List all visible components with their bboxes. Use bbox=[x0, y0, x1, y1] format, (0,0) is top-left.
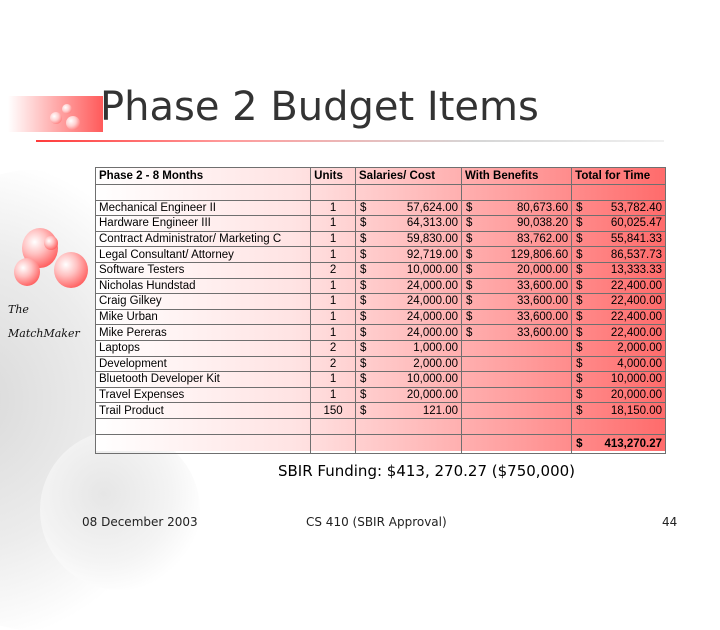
total-cell bbox=[572, 418, 666, 434]
total-row-item-cell bbox=[96, 434, 311, 453]
salaries-value: 24,000.00 bbox=[406, 279, 459, 292]
total-value: 22,400.00 bbox=[610, 279, 662, 292]
salaries-cell bbox=[356, 216, 462, 232]
currency-symbol: $ bbox=[360, 342, 367, 355]
benefits-cell bbox=[462, 294, 572, 310]
item-cell: Craig Gilkey bbox=[96, 294, 311, 310]
total-cell bbox=[572, 294, 666, 310]
table-row bbox=[96, 325, 666, 341]
currency-symbol: $ bbox=[576, 264, 583, 277]
budget-table-body bbox=[96, 185, 666, 435]
title-bubbles-icon bbox=[44, 102, 88, 136]
currency-symbol: $ bbox=[576, 326, 583, 339]
currency-symbol: $ bbox=[576, 201, 583, 214]
benefits-cell bbox=[462, 403, 572, 419]
salaries-value: 92,719.00 bbox=[406, 248, 459, 261]
currency-symbol: $ bbox=[360, 404, 367, 417]
units-cell: 1 bbox=[311, 325, 356, 341]
table-row bbox=[96, 294, 666, 310]
benefits-cell bbox=[462, 200, 572, 216]
total-cell bbox=[572, 200, 666, 216]
footer-date: 08 December 2003 bbox=[82, 515, 198, 529]
salaries-cell bbox=[356, 387, 462, 403]
total-value: 13,333.33 bbox=[610, 264, 662, 277]
header-salaries: Salaries/ Cost bbox=[356, 168, 462, 185]
table-row bbox=[96, 216, 666, 232]
budget-table bbox=[95, 167, 666, 454]
currency-symbol: $ bbox=[466, 279, 473, 292]
grand-total-cell bbox=[572, 434, 666, 453]
item-cell: Software Testers bbox=[96, 262, 311, 278]
currency-symbol: $ bbox=[360, 264, 367, 277]
benefits-value: 129,806.60 bbox=[510, 248, 569, 261]
item-cell: Contract Administrator/ Marketing C bbox=[96, 231, 311, 247]
units-cell: 1 bbox=[311, 200, 356, 216]
salaries-value: 64,313.00 bbox=[406, 217, 459, 230]
total-row-units-cell bbox=[311, 434, 356, 453]
currency-symbol: $ bbox=[466, 326, 473, 339]
salaries-value: 59,830.00 bbox=[406, 233, 459, 246]
salaries-value: 121.00 bbox=[422, 404, 459, 417]
total-value: 20,000.00 bbox=[610, 389, 662, 402]
grand-total-row bbox=[96, 434, 666, 453]
total-cell bbox=[572, 340, 666, 356]
total-value: 2,000.00 bbox=[617, 342, 662, 355]
table-row bbox=[96, 200, 666, 216]
header-units: Units bbox=[311, 168, 356, 185]
currency-symbol: $ bbox=[576, 279, 583, 292]
currency-symbol: $ bbox=[360, 279, 367, 292]
salaries-value: 24,000.00 bbox=[406, 311, 459, 324]
salaries-cell bbox=[356, 185, 462, 201]
item-cell: Development bbox=[96, 356, 311, 372]
item-cell: Legal Consultant/ Attorney bbox=[96, 247, 311, 263]
salaries-cell bbox=[356, 294, 462, 310]
currency-symbol: $ bbox=[576, 373, 583, 386]
title-divider bbox=[36, 140, 664, 142]
units-cell: 1 bbox=[311, 247, 356, 263]
benefits-value: 90,038.20 bbox=[516, 217, 569, 230]
footer-page-number: 44 bbox=[662, 515, 678, 529]
currency-symbol: $ bbox=[576, 357, 583, 370]
currency-symbol: $ bbox=[576, 342, 583, 355]
salaries-value: 2,000.00 bbox=[413, 357, 459, 370]
table-row bbox=[96, 247, 666, 263]
item-cell: Laptops bbox=[96, 340, 311, 356]
units-cell: 1 bbox=[311, 216, 356, 232]
benefits-value: 33,600.00 bbox=[516, 326, 569, 339]
units-cell: 1 bbox=[311, 372, 356, 388]
benefits-cell bbox=[462, 231, 572, 247]
currency-symbol: $ bbox=[576, 217, 583, 230]
benefits-value: 33,600.00 bbox=[516, 311, 569, 324]
total-cell bbox=[572, 387, 666, 403]
benefits-cell bbox=[462, 387, 572, 403]
salaries-cell bbox=[356, 247, 462, 263]
currency-symbol: $ bbox=[576, 295, 583, 308]
currency-symbol: $ bbox=[466, 295, 473, 308]
total-cell bbox=[572, 231, 666, 247]
currency-symbol: $ bbox=[576, 389, 583, 402]
background-swoosh-lower bbox=[40, 430, 200, 590]
currency-symbol: $ bbox=[466, 217, 473, 230]
item-cell bbox=[96, 185, 311, 201]
units-cell: 1 bbox=[311, 387, 356, 403]
currency-symbol: $ bbox=[360, 311, 367, 324]
benefits-cell bbox=[462, 278, 572, 294]
salaries-cell bbox=[356, 325, 462, 341]
table-row bbox=[96, 418, 666, 434]
salaries-cell bbox=[356, 200, 462, 216]
units-cell: 1 bbox=[311, 294, 356, 310]
units-cell bbox=[311, 418, 356, 434]
item-cell: Nicholas Hundstad bbox=[96, 278, 311, 294]
table-header-row bbox=[96, 168, 666, 185]
total-value: 86,537.73 bbox=[610, 248, 662, 261]
salaries-cell bbox=[356, 262, 462, 278]
salaries-value: 57,624.00 bbox=[406, 201, 459, 214]
total-cell bbox=[572, 262, 666, 278]
benefits-value: 80,673.60 bbox=[516, 201, 569, 214]
item-cell: Mechanical Engineer II bbox=[96, 200, 311, 216]
units-cell: 1 bbox=[311, 309, 356, 325]
currency-symbol: $ bbox=[576, 233, 583, 246]
total-value: 55,841.33 bbox=[610, 233, 662, 246]
total-cell bbox=[572, 278, 666, 294]
currency-symbol: $ bbox=[360, 295, 367, 308]
currency-symbol: $ bbox=[466, 233, 473, 246]
total-value: 53,782.40 bbox=[610, 201, 662, 214]
currency-symbol: $ bbox=[466, 248, 473, 261]
currency-symbol: $ bbox=[466, 201, 473, 214]
salaries-cell bbox=[356, 356, 462, 372]
table-row bbox=[96, 185, 666, 201]
item-cell: Travel Expenses bbox=[96, 387, 311, 403]
total-cell bbox=[572, 372, 666, 388]
total-value: 10,000.00 bbox=[610, 373, 662, 386]
benefits-cell bbox=[462, 309, 572, 325]
units-cell: 1 bbox=[311, 278, 356, 294]
total-cell bbox=[572, 403, 666, 419]
currency-symbol: $ bbox=[360, 248, 367, 261]
benefits-value: 20,000.00 bbox=[516, 264, 569, 277]
total-value: 22,400.00 bbox=[610, 311, 662, 324]
total-cell bbox=[572, 216, 666, 232]
units-cell bbox=[311, 185, 356, 201]
item-cell: Mike Pereras bbox=[96, 325, 311, 341]
salaries-cell bbox=[356, 372, 462, 388]
table-row bbox=[96, 309, 666, 325]
salaries-value: 1,000.00 bbox=[413, 342, 459, 355]
benefits-cell bbox=[462, 262, 572, 278]
item-cell: Hardware Engineer III bbox=[96, 216, 311, 232]
currency-symbol: $ bbox=[360, 217, 367, 230]
salaries-value: 24,000.00 bbox=[406, 295, 459, 308]
currency-symbol: $ bbox=[576, 311, 583, 324]
currency-symbol: $ bbox=[360, 233, 367, 246]
slide-title: Phase 2 Budget Items bbox=[100, 84, 539, 130]
currency-symbol: $ bbox=[466, 311, 473, 324]
salaries-value: 24,000.00 bbox=[406, 326, 459, 339]
table-row bbox=[96, 262, 666, 278]
salaries-value: 20,000.00 bbox=[406, 389, 459, 402]
total-row-salaries-cell bbox=[356, 434, 462, 453]
total-value: 4,000.00 bbox=[617, 357, 662, 370]
matchmaker-logo-bubbles-icon bbox=[14, 228, 94, 308]
table-row bbox=[96, 340, 666, 356]
table-row bbox=[96, 231, 666, 247]
units-cell: 2 bbox=[311, 356, 356, 372]
currency-symbol: $ bbox=[576, 248, 583, 261]
benefits-cell bbox=[462, 325, 572, 341]
item-cell: Bluetooth Developer Kit bbox=[96, 372, 311, 388]
currency-symbol: $ bbox=[360, 373, 367, 386]
units-cell: 1 bbox=[311, 231, 356, 247]
sbir-funding-text: SBIR Funding: $413, 270.27 ($750,000) bbox=[278, 462, 576, 480]
budget-table-container bbox=[95, 167, 666, 451]
header-benefits: With Benefits bbox=[462, 168, 572, 185]
units-cell: 2 bbox=[311, 262, 356, 278]
item-cell: Mike Urban bbox=[96, 309, 311, 325]
total-cell bbox=[572, 325, 666, 341]
salaries-cell bbox=[356, 278, 462, 294]
salaries-value: 10,000.00 bbox=[406, 264, 459, 277]
item-cell: Trail Product bbox=[96, 403, 311, 419]
table-row bbox=[96, 356, 666, 372]
total-cell bbox=[572, 185, 666, 201]
benefits-cell bbox=[462, 372, 572, 388]
total-cell bbox=[572, 309, 666, 325]
benefits-cell bbox=[462, 247, 572, 263]
table-row bbox=[96, 403, 666, 419]
total-value: 22,400.00 bbox=[610, 326, 662, 339]
grand-total-value: 413,270.27 bbox=[604, 437, 662, 450]
table-row bbox=[96, 278, 666, 294]
total-cell bbox=[572, 247, 666, 263]
benefits-value: 33,600.00 bbox=[516, 279, 569, 292]
header-item: Phase 2 - 8 Months bbox=[96, 168, 311, 185]
header-total: Total for Time bbox=[572, 168, 666, 185]
total-row-benefits-cell bbox=[462, 434, 572, 453]
benefits-cell bbox=[462, 356, 572, 372]
benefits-cell bbox=[462, 216, 572, 232]
units-cell: 2 bbox=[311, 340, 356, 356]
units-cell: 150 bbox=[311, 403, 356, 419]
currency-symbol: $ bbox=[360, 357, 367, 370]
grand-total-currency: $ bbox=[576, 437, 583, 450]
salaries-cell bbox=[356, 231, 462, 247]
table-row bbox=[96, 387, 666, 403]
benefits-cell bbox=[462, 418, 572, 434]
salaries-value: 10,000.00 bbox=[406, 373, 459, 386]
currency-symbol: $ bbox=[360, 201, 367, 214]
currency-symbol: $ bbox=[576, 404, 583, 417]
currency-symbol: $ bbox=[360, 326, 367, 339]
item-cell bbox=[96, 418, 311, 434]
salaries-cell bbox=[356, 418, 462, 434]
table-row bbox=[96, 372, 666, 388]
total-value: 60,025.47 bbox=[610, 217, 662, 230]
total-value: 18,150.00 bbox=[610, 404, 662, 417]
currency-symbol: $ bbox=[466, 264, 473, 277]
salaries-cell bbox=[356, 309, 462, 325]
logo-text-the: The bbox=[8, 303, 29, 316]
logo-text-matchmaker: MatchMaker bbox=[8, 327, 80, 340]
benefits-value: 83,762.00 bbox=[516, 233, 569, 246]
footer-course: CS 410 (SBIR Approval) bbox=[306, 515, 447, 529]
benefits-cell bbox=[462, 185, 572, 201]
benefits-cell bbox=[462, 340, 572, 356]
salaries-cell bbox=[356, 403, 462, 419]
currency-symbol: $ bbox=[360, 389, 367, 402]
total-cell bbox=[572, 356, 666, 372]
total-value: 22,400.00 bbox=[610, 295, 662, 308]
benefits-value: 33,600.00 bbox=[516, 295, 569, 308]
salaries-cell bbox=[356, 340, 462, 356]
